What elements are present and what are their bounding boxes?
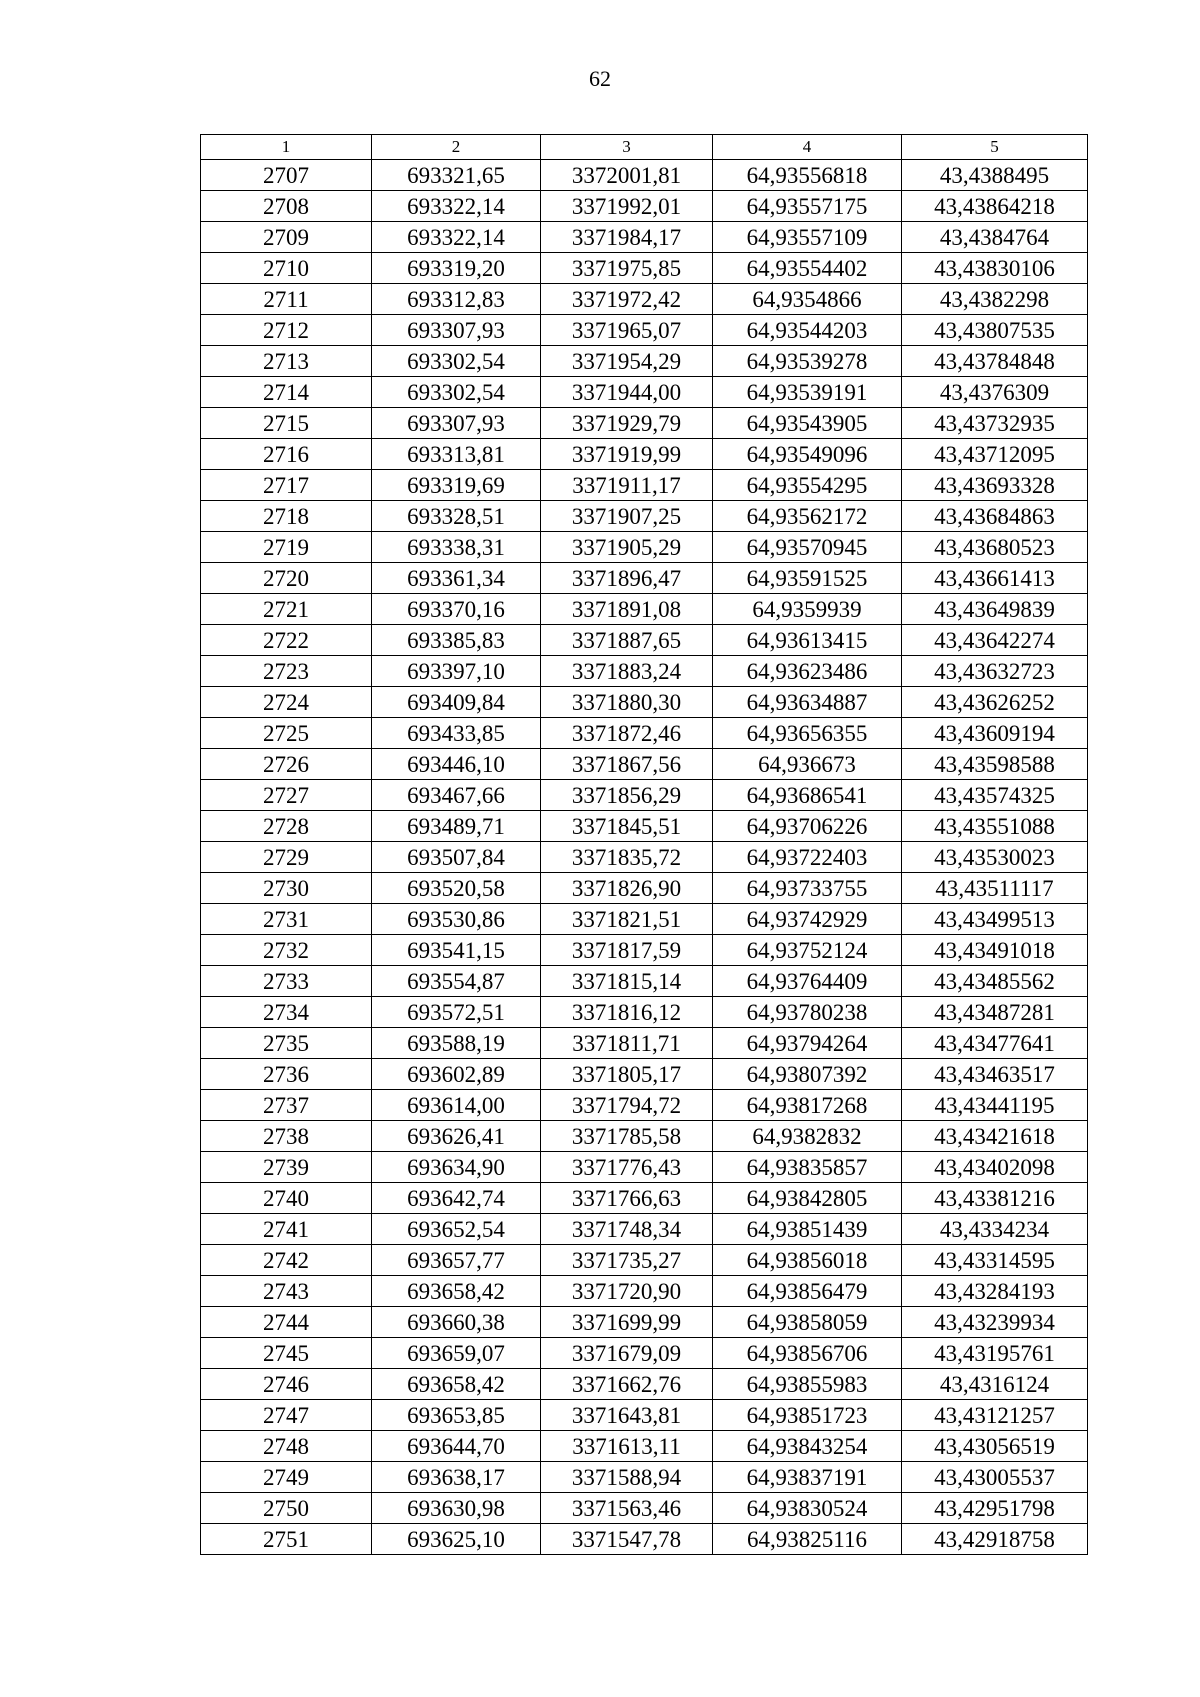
longitude-cell: 64,93842805 [713,1183,902,1214]
x-coordinate-cell: 693361,34 [372,563,541,594]
y-coordinate-cell: 3371905,29 [541,532,713,563]
table-row [201,315,1088,346]
y-coordinate-cell: 3371896,47 [541,563,713,594]
longitude-cell: 64,93543905 [713,408,902,439]
table-row [201,873,1088,904]
latitude-cell: 43,43195761 [902,1338,1088,1369]
point-number-cell: 2735 [201,1028,372,1059]
table-row [201,1338,1088,1369]
point-number-cell: 2710 [201,253,372,284]
table-row [201,1121,1088,1152]
table-row [201,1028,1088,1059]
x-coordinate-cell: 693322,14 [372,191,541,222]
latitude-cell: 43,43463517 [902,1059,1088,1090]
point-number-cell: 2718 [201,501,372,532]
longitude-cell: 64,93851723 [713,1400,902,1431]
latitude-cell: 43,43598588 [902,749,1088,780]
x-coordinate-cell: 693634,90 [372,1152,541,1183]
point-number-cell: 2742 [201,1245,372,1276]
point-number-cell: 2717 [201,470,372,501]
latitude-cell: 43,43511117 [902,873,1088,904]
table-row [201,563,1088,594]
longitude-cell: 64,93554295 [713,470,902,501]
y-coordinate-cell: 3371817,59 [541,935,713,966]
latitude-cell: 43,43649839 [902,594,1088,625]
y-coordinate-cell: 3371748,34 [541,1214,713,1245]
table-row [201,1152,1088,1183]
y-coordinate-cell: 3371679,09 [541,1338,713,1369]
point-number-cell: 2736 [201,1059,372,1090]
y-coordinate-cell: 3371805,17 [541,1059,713,1090]
y-coordinate-cell: 3371776,43 [541,1152,713,1183]
point-number-cell: 2737 [201,1090,372,1121]
longitude-cell: 64,93855983 [713,1369,902,1400]
table-row [201,656,1088,687]
longitude-cell: 64,93843254 [713,1431,902,1462]
y-coordinate-cell: 3371944,00 [541,377,713,408]
longitude-cell: 64,9354866 [713,284,902,315]
latitude-cell: 43,43485562 [902,966,1088,997]
table-row [201,625,1088,656]
table-row [201,1369,1088,1400]
table-row [201,1493,1088,1524]
column-header-1: 1 [201,135,372,160]
longitude-cell: 64,93539278 [713,346,902,377]
table-row [201,811,1088,842]
latitude-cell: 43,42951798 [902,1493,1088,1524]
y-coordinate-cell: 3371907,25 [541,501,713,532]
point-number-cell: 2731 [201,904,372,935]
table-row [201,346,1088,377]
longitude-cell: 64,93557175 [713,191,902,222]
y-coordinate-cell: 3371766,63 [541,1183,713,1214]
latitude-cell: 43,43732935 [902,408,1088,439]
latitude-cell: 43,43864218 [902,191,1088,222]
table-row [201,1090,1088,1121]
x-coordinate-cell: 693644,70 [372,1431,541,1462]
longitude-cell: 64,93613415 [713,625,902,656]
x-coordinate-cell: 693302,54 [372,377,541,408]
y-coordinate-cell: 3371887,65 [541,625,713,656]
longitude-cell: 64,93780238 [713,997,902,1028]
latitude-cell: 43,43056519 [902,1431,1088,1462]
latitude-cell: 43,43239934 [902,1307,1088,1338]
latitude-cell: 43,43632723 [902,656,1088,687]
latitude-cell: 43,43402098 [902,1152,1088,1183]
latitude-cell: 43,43381216 [902,1183,1088,1214]
x-coordinate-cell: 693507,84 [372,842,541,873]
point-number-cell: 2722 [201,625,372,656]
latitude-cell: 43,43661413 [902,563,1088,594]
table-row [201,842,1088,873]
y-coordinate-cell: 3371984,17 [541,222,713,253]
point-number-cell: 2745 [201,1338,372,1369]
longitude-cell: 64,9359939 [713,594,902,625]
x-coordinate-cell: 693489,71 [372,811,541,842]
y-coordinate-cell: 3371662,76 [541,1369,713,1400]
y-coordinate-cell: 3371735,27 [541,1245,713,1276]
latitude-cell: 43,43712095 [902,439,1088,470]
point-number-cell: 2750 [201,1493,372,1524]
longitude-cell: 64,93539191 [713,377,902,408]
y-coordinate-cell: 3371720,90 [541,1276,713,1307]
longitude-cell: 64,93851439 [713,1214,902,1245]
x-coordinate-cell: 693541,15 [372,935,541,966]
point-number-cell: 2709 [201,222,372,253]
latitude-cell: 43,43784848 [902,346,1088,377]
point-number-cell: 2727 [201,780,372,811]
x-coordinate-cell: 693625,10 [372,1524,541,1555]
x-coordinate-cell: 693467,66 [372,780,541,811]
longitude-cell: 64,93556818 [713,160,902,191]
latitude-cell: 43,42918758 [902,1524,1088,1555]
latitude-cell: 43,43830106 [902,253,1088,284]
longitude-cell: 64,93856018 [713,1245,902,1276]
x-coordinate-cell: 693658,42 [372,1369,541,1400]
longitude-cell: 64,93722403 [713,842,902,873]
x-coordinate-cell: 693554,87 [372,966,541,997]
point-number-cell: 2740 [201,1183,372,1214]
latitude-cell: 43,43477641 [902,1028,1088,1059]
y-coordinate-cell: 3371785,58 [541,1121,713,1152]
x-coordinate-cell: 693338,31 [372,532,541,563]
point-number-cell: 2747 [201,1400,372,1431]
table-row [201,780,1088,811]
x-coordinate-cell: 693653,85 [372,1400,541,1431]
longitude-cell: 64,93656355 [713,718,902,749]
longitude-cell: 64,93752124 [713,935,902,966]
y-coordinate-cell: 3371588,94 [541,1462,713,1493]
latitude-cell: 43,43530023 [902,842,1088,873]
point-number-cell: 2725 [201,718,372,749]
latitude-cell: 43,43005537 [902,1462,1088,1493]
y-coordinate-cell: 3371929,79 [541,408,713,439]
longitude-cell: 64,9382832 [713,1121,902,1152]
longitude-cell: 64,93837191 [713,1462,902,1493]
column-header-3: 3 [541,135,713,160]
point-number-cell: 2739 [201,1152,372,1183]
longitude-cell: 64,93554402 [713,253,902,284]
longitude-cell: 64,93570945 [713,532,902,563]
y-coordinate-cell: 3371911,17 [541,470,713,501]
table-row [201,1524,1088,1555]
column-header-2: 2 [372,135,541,160]
y-coordinate-cell: 3371867,56 [541,749,713,780]
table-row [201,1431,1088,1462]
latitude-cell: 43,4334234 [902,1214,1088,1245]
latitude-cell: 43,43421618 [902,1121,1088,1152]
latitude-cell: 43,4388495 [902,160,1088,191]
y-coordinate-cell: 3371992,01 [541,191,713,222]
x-coordinate-cell: 693385,83 [372,625,541,656]
point-number-cell: 2730 [201,873,372,904]
point-number-cell: 2707 [201,160,372,191]
x-coordinate-cell: 693658,42 [372,1276,541,1307]
x-coordinate-cell: 693630,98 [372,1493,541,1524]
point-number-cell: 2712 [201,315,372,346]
point-number-cell: 2723 [201,656,372,687]
latitude-cell: 43,43693328 [902,470,1088,501]
table-body [201,160,1088,1555]
longitude-cell: 64,93794264 [713,1028,902,1059]
table-row [201,439,1088,470]
longitude-cell: 64,93549096 [713,439,902,470]
point-number-cell: 2741 [201,1214,372,1245]
x-coordinate-cell: 693328,51 [372,501,541,532]
table-row [201,377,1088,408]
x-coordinate-cell: 693657,77 [372,1245,541,1276]
y-coordinate-cell: 3371821,51 [541,904,713,935]
x-coordinate-cell: 693409,84 [372,687,541,718]
point-number-cell: 2713 [201,346,372,377]
table-row [201,1059,1088,1090]
x-coordinate-cell: 693370,16 [372,594,541,625]
table-row [201,1307,1088,1338]
longitude-cell: 64,93856706 [713,1338,902,1369]
latitude-cell: 43,43642274 [902,625,1088,656]
x-coordinate-cell: 693312,83 [372,284,541,315]
page-number: 62 [589,66,611,91]
x-coordinate-cell: 693520,58 [372,873,541,904]
table-row [201,749,1088,780]
longitude-cell: 64,93562172 [713,501,902,532]
table-row [201,408,1088,439]
x-coordinate-cell: 693642,74 [372,1183,541,1214]
point-number-cell: 2711 [201,284,372,315]
column-header-4: 4 [713,135,902,160]
table-row [201,966,1088,997]
point-number-cell: 2708 [201,191,372,222]
latitude-cell: 43,43441195 [902,1090,1088,1121]
point-number-cell: 2749 [201,1462,372,1493]
y-coordinate-cell: 3372001,81 [541,160,713,191]
y-coordinate-cell: 3371880,30 [541,687,713,718]
longitude-cell: 64,93858059 [713,1307,902,1338]
x-coordinate-cell: 693319,20 [372,253,541,284]
x-coordinate-cell: 693602,89 [372,1059,541,1090]
point-number-cell: 2720 [201,563,372,594]
latitude-cell: 43,43284193 [902,1276,1088,1307]
latitude-cell: 43,43314595 [902,1245,1088,1276]
x-coordinate-cell: 693572,51 [372,997,541,1028]
longitude-cell: 64,93764409 [713,966,902,997]
point-number-cell: 2748 [201,1431,372,1462]
latitude-cell: 43,43487281 [902,997,1088,1028]
table-row [201,284,1088,315]
table-row [201,1400,1088,1431]
latitude-cell: 43,43499513 [902,904,1088,935]
table-row [201,904,1088,935]
latitude-cell: 43,43121257 [902,1400,1088,1431]
longitude-cell: 64,93733755 [713,873,902,904]
y-coordinate-cell: 3371815,14 [541,966,713,997]
table-row [201,1214,1088,1245]
y-coordinate-cell: 3371547,78 [541,1524,713,1555]
point-number-cell: 2721 [201,594,372,625]
latitude-cell: 43,43807535 [902,315,1088,346]
x-coordinate-cell: 693319,69 [372,470,541,501]
y-coordinate-cell: 3371794,72 [541,1090,713,1121]
table-row [201,935,1088,966]
longitude-cell: 64,93742929 [713,904,902,935]
x-coordinate-cell: 693397,10 [372,656,541,687]
coordinates-table [200,134,1088,1555]
longitude-cell: 64,93830524 [713,1493,902,1524]
table-row [201,997,1088,1028]
latitude-cell: 43,43491018 [902,935,1088,966]
x-coordinate-cell: 693614,00 [372,1090,541,1121]
longitude-cell: 64,93817268 [713,1090,902,1121]
table-row [201,253,1088,284]
x-coordinate-cell: 693588,19 [372,1028,541,1059]
x-coordinate-cell: 693302,54 [372,346,541,377]
y-coordinate-cell: 3371699,99 [541,1307,713,1338]
table-row [201,1462,1088,1493]
longitude-cell: 64,93835857 [713,1152,902,1183]
table-row [201,1183,1088,1214]
longitude-cell: 64,93591525 [713,563,902,594]
x-coordinate-cell: 693307,93 [372,315,541,346]
x-coordinate-cell: 693659,07 [372,1338,541,1369]
x-coordinate-cell: 693530,86 [372,904,541,935]
table-row [201,470,1088,501]
longitude-cell: 64,93544203 [713,315,902,346]
point-number-cell: 2733 [201,966,372,997]
table-row [201,501,1088,532]
point-number-cell: 2716 [201,439,372,470]
x-coordinate-cell: 693660,38 [372,1307,541,1338]
point-number-cell: 2726 [201,749,372,780]
latitude-cell: 43,43551088 [902,811,1088,842]
y-coordinate-cell: 3371872,46 [541,718,713,749]
point-number-cell: 2743 [201,1276,372,1307]
x-coordinate-cell: 693446,10 [372,749,541,780]
y-coordinate-cell: 3371826,90 [541,873,713,904]
x-coordinate-cell: 693321,65 [372,160,541,191]
y-coordinate-cell: 3371613,11 [541,1431,713,1462]
longitude-cell: 64,93825116 [713,1524,902,1555]
table-row [201,1276,1088,1307]
y-coordinate-cell: 3371845,51 [541,811,713,842]
y-coordinate-cell: 3371563,46 [541,1493,713,1524]
longitude-cell: 64,93557109 [713,222,902,253]
latitude-cell: 43,4316124 [902,1369,1088,1400]
y-coordinate-cell: 3371954,29 [541,346,713,377]
latitude-cell: 43,43574325 [902,780,1088,811]
table-header [201,135,1088,160]
point-number-cell: 2738 [201,1121,372,1152]
x-coordinate-cell: 693307,93 [372,408,541,439]
table-row [201,160,1088,191]
x-coordinate-cell: 693433,85 [372,718,541,749]
y-coordinate-cell: 3371643,81 [541,1400,713,1431]
x-coordinate-cell: 693626,41 [372,1121,541,1152]
table-row [201,222,1088,253]
y-coordinate-cell: 3371811,71 [541,1028,713,1059]
latitude-cell: 43,43684863 [902,501,1088,532]
point-number-cell: 2746 [201,1369,372,1400]
y-coordinate-cell: 3371891,08 [541,594,713,625]
y-coordinate-cell: 3371856,29 [541,780,713,811]
x-coordinate-cell: 693313,81 [372,439,541,470]
table-row [201,532,1088,563]
latitude-cell: 43,4382298 [902,284,1088,315]
y-coordinate-cell: 3371816,12 [541,997,713,1028]
column-header-5: 5 [902,135,1088,160]
point-number-cell: 2715 [201,408,372,439]
table-row [201,191,1088,222]
y-coordinate-cell: 3371965,07 [541,315,713,346]
y-coordinate-cell: 3371975,85 [541,253,713,284]
table-row [201,594,1088,625]
latitude-cell: 43,43680523 [902,532,1088,563]
table-row [201,1245,1088,1276]
longitude-cell: 64,93706226 [713,811,902,842]
y-coordinate-cell: 3371972,42 [541,284,713,315]
point-number-cell: 2729 [201,842,372,873]
y-coordinate-cell: 3371883,24 [541,656,713,687]
y-coordinate-cell: 3371835,72 [541,842,713,873]
table-row [201,718,1088,749]
longitude-cell: 64,93634887 [713,687,902,718]
x-coordinate-cell: 693652,54 [372,1214,541,1245]
longitude-cell: 64,936673 [713,749,902,780]
longitude-cell: 64,93623486 [713,656,902,687]
point-number-cell: 2719 [201,532,372,563]
latitude-cell: 43,43626252 [902,687,1088,718]
x-coordinate-cell: 693322,14 [372,222,541,253]
point-number-cell: 2734 [201,997,372,1028]
point-number-cell: 2724 [201,687,372,718]
point-number-cell: 2751 [201,1524,372,1555]
x-coordinate-cell: 693638,17 [372,1462,541,1493]
latitude-cell: 43,43609194 [902,718,1088,749]
longitude-cell: 64,93807392 [713,1059,902,1090]
table-row [201,687,1088,718]
latitude-cell: 43,4384764 [902,222,1088,253]
point-number-cell: 2732 [201,935,372,966]
longitude-cell: 64,93686541 [713,780,902,811]
y-coordinate-cell: 3371919,99 [541,439,713,470]
latitude-cell: 43,4376309 [902,377,1088,408]
header-row [201,135,1088,160]
point-number-cell: 2728 [201,811,372,842]
point-number-cell: 2714 [201,377,372,408]
longitude-cell: 64,93856479 [713,1276,902,1307]
point-number-cell: 2744 [201,1307,372,1338]
